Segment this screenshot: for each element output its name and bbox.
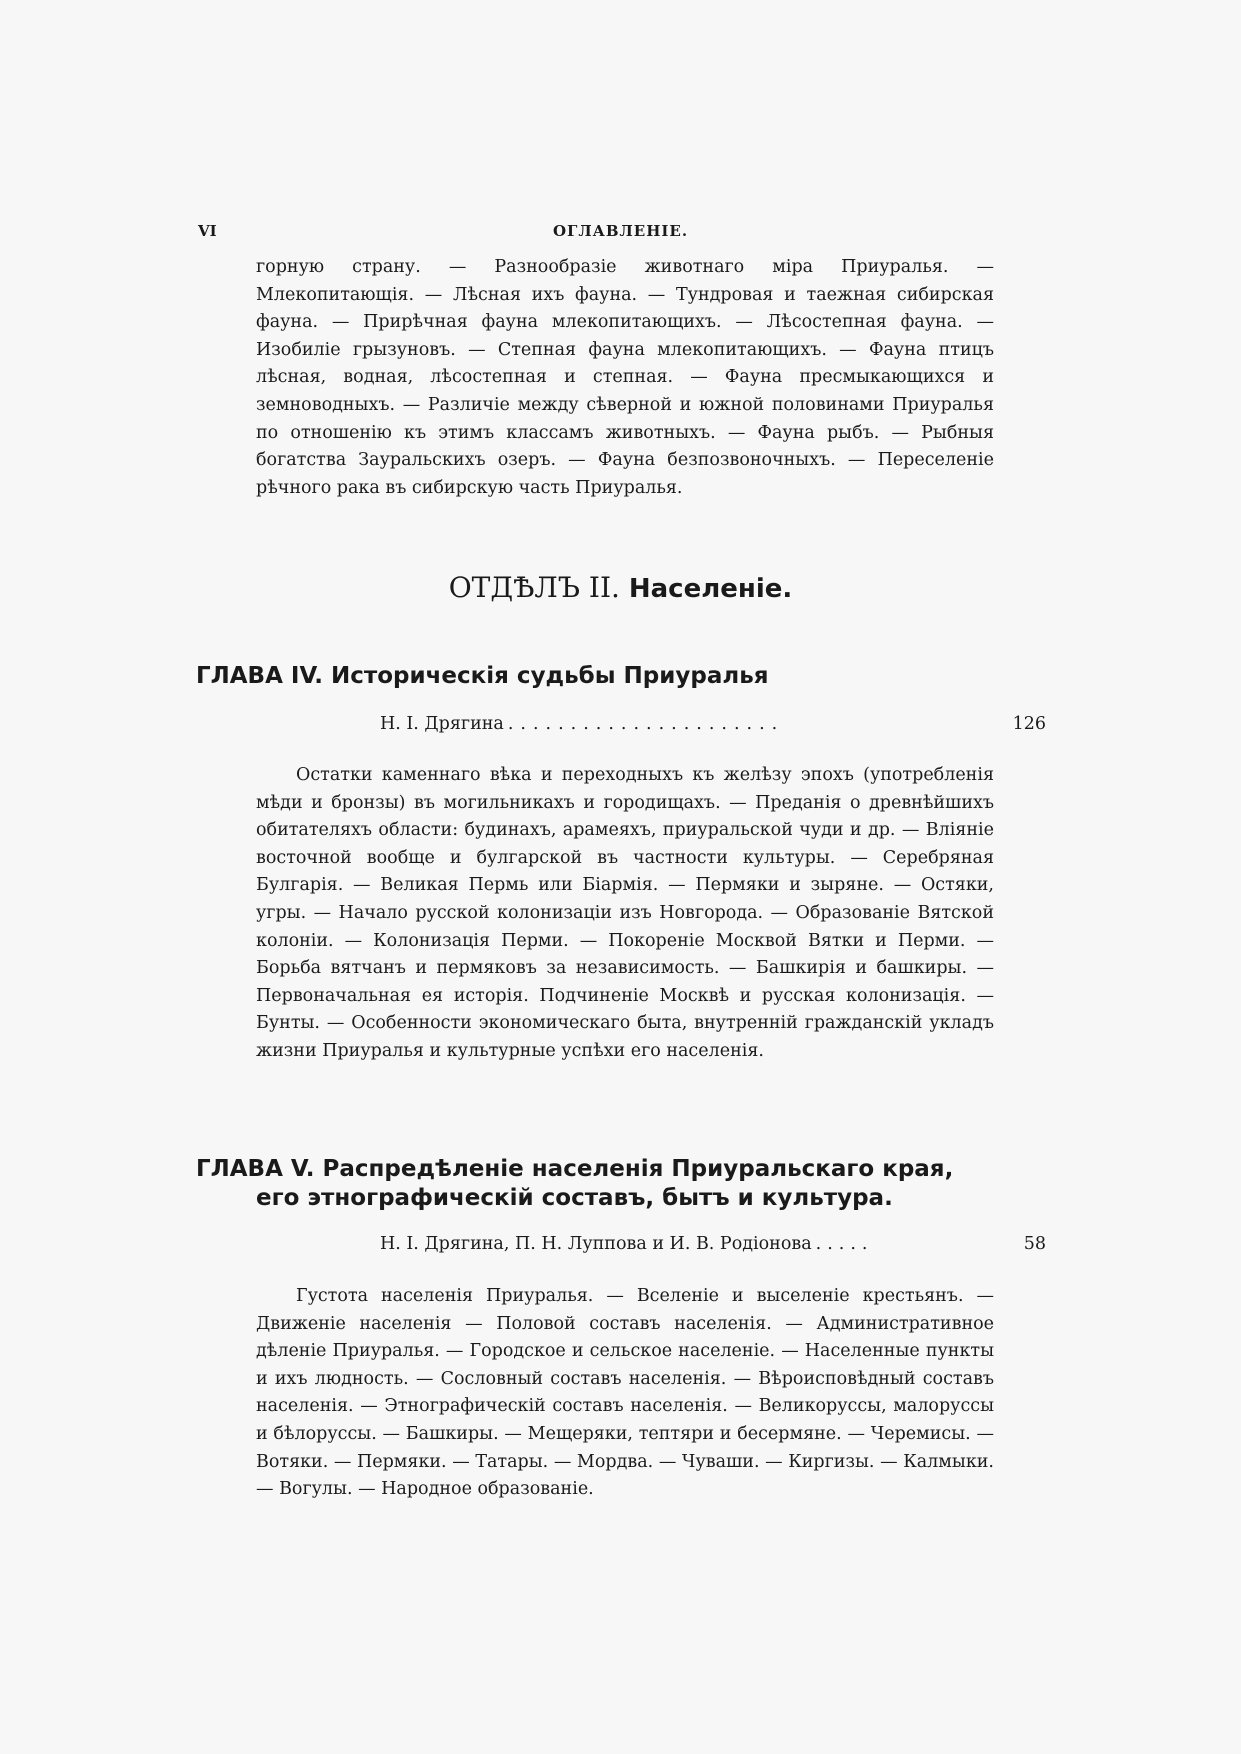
chapter-summary: Густота населенія Приуралья. — Вселеніе и выселеніе крестьянъ. — Движеніе населенія — Половой составъ населенія. — Административное дѣленіе Приуралья. — Городское и сельское населеніе. — Населенные пункты и ихъ людность. — Сословный составъ населенія. — Вѣроисповѣдный составъ населенія. — Этнографическій составъ населенія. — Великоруссы, малоруссы и бѣлоруссы. — Башкиры. — Мещеряки, тептяри и бесермяне. — Черемисы. — Вотяки. — Пермяки. — Татары. — Мордва. — Чуваши. — Киргизы. — Калмыки. — Вогулы. — Народное образованіе.: [256, 1286, 994, 1500]
section-heading: [0, 571, 1241, 604]
chapter-number: ГЛАВА V.: [196, 1156, 315, 1182]
section-title: Населеніе.: [628, 574, 793, 604]
chapter-title-line2: его этнографическій составъ, бытъ и культура.: [256, 1185, 893, 1211]
chapter-summary: Остатки каменнаго вѣка и переходныхъ къ желѣзу эпохъ (употребленія мѣди и бронзы) въ могильникахъ и городищахъ. — Преданія о древнѣйшихъ обитателяхъ области: будинахъ, арамеяхъ, приуральской чуди и др. — Вліяніе восточной вообще и булгарской въ частности культуры. — Серебряная Булгарія. — Великая Пермь или Біармія. — Пермяки и зыряне. — Остяки, угры. — Начало русской колонизаціи изъ Новгорода. — Образованіе Вятской колоніи. — Колонизація Перми. — Покореніе Москвой Вятки и Перми. — Борьба вятчанъ и пермяковъ за независимость. — Башкирія и башкиры. — Первоначальная ея исторія. Подчиненіе Москвѣ и русская колонизація. — Бунты. — Особенности экономическаго быта, внутренній гражданскій укладъ жизни Приуралья и культурные успѣхи его населенія.: [256, 765, 994, 1061]
chapter-author-line: [380, 1234, 990, 1254]
continuation-paragraph: горную страну. — Разнообразіе животнаго міра Приуралья. — Млекопитающія. — Лѣсная ихъ фауна. — Тундровая и таежная сибирская фауна. — Прирѣчная фауна млекопитающихъ. — Лѣсостепная фауна. — Изобиліе грызуновъ. — Степная фауна млекопитающихъ. — Фауна птицъ лѣсная, водная, лѣсостепная и степная. — Фауна пресмыкающихся и земноводныхъ. — Различіе между сѣверной и южной половинами Приуралья по отношенію къ этимъ классамъ животныхъ. — Фауна рыбъ. — Рыбныя богатства Зауральскихъ озеръ. — Фауна безпозвоночныхъ. — Переселеніе рѣчного рака въ сибирскую часть Приуралья.: [256, 257, 994, 498]
chapter-heading: [196, 1155, 996, 1213]
chapter-title: Историческія судьбы Приуралья: [331, 663, 769, 689]
chapter-page-number: 58: [1023, 1234, 1046, 1254]
chapter-authors: Н. I. Дрягина, П. Н. Луппова и И. В. Родіонова: [380, 1234, 812, 1254]
dot-leader: .....: [815, 1234, 874, 1254]
chapter-page-number: 126: [1012, 714, 1046, 734]
chapter-number: ГЛАВА IV.: [196, 663, 324, 689]
chapter-heading: [196, 662, 996, 691]
running-title: ОГЛАВЛЕНІЕ.: [552, 222, 689, 240]
page-number: VI: [198, 222, 217, 240]
section-prefix: ОТДѢЛЪ II.: [448, 571, 620, 604]
chapter-title: Распредѣленіе населенія Приуральскаго края,: [322, 1156, 954, 1182]
dot-leader: ......................: [507, 714, 785, 734]
chapter-authors: Н. I. Дрягина: [380, 714, 504, 734]
chapter-author-line: [380, 714, 990, 734]
